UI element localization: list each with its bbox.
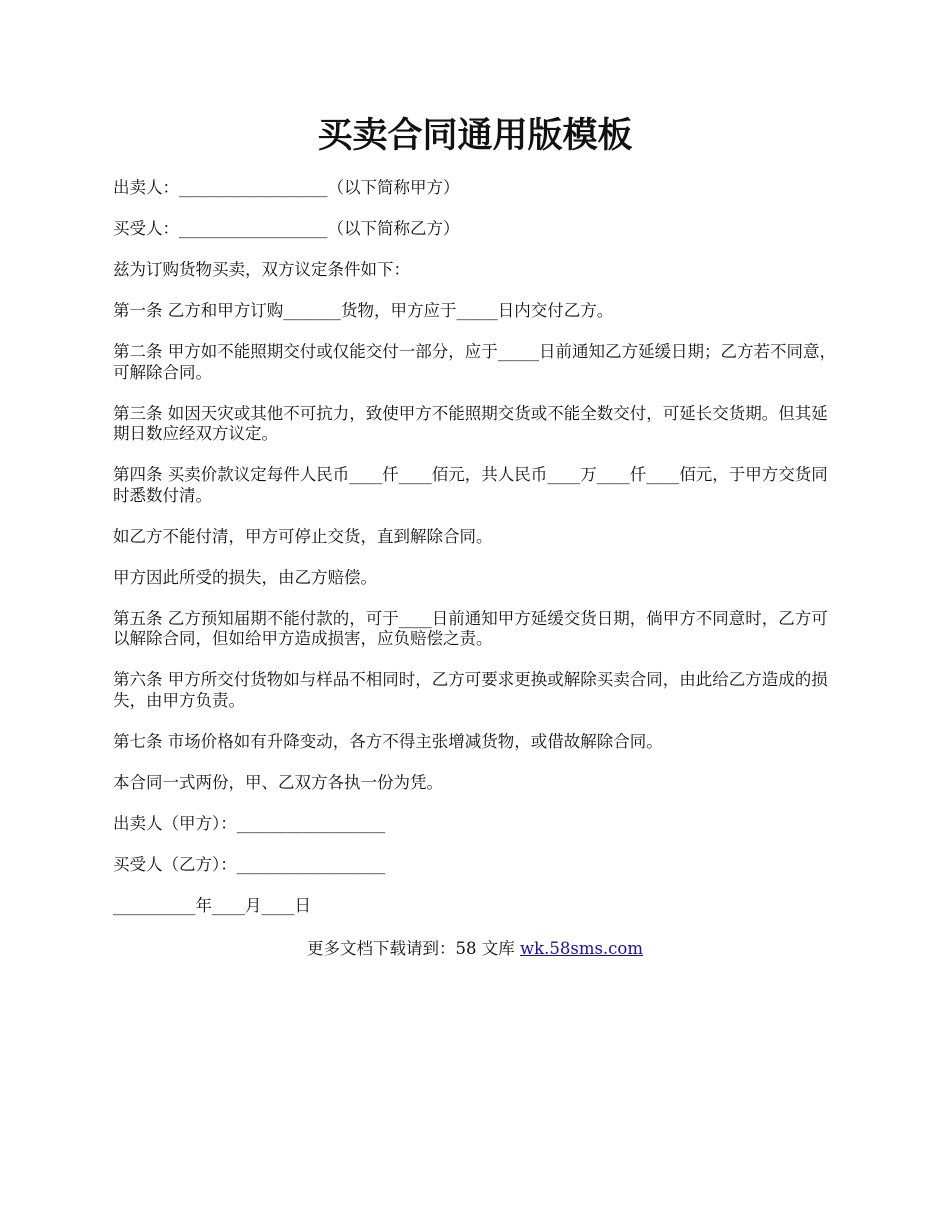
footer-prefix: 更多文档下载请到：58 文库 [306, 939, 520, 958]
seller-line: 出卖人：__________________（以下简称甲方） [113, 178, 460, 197]
footer-link[interactable]: wk.58sms.com [519, 939, 643, 958]
article-1: 第一条 乙方和甲方订购_______货物，甲方应于_____日内交付乙方。 [113, 301, 614, 320]
date-line: __________年____月____日 [113, 895, 311, 915]
buyer-line: 买受人：__________________（以下简称乙方） [113, 219, 460, 238]
preamble: 兹为订购货物买卖，双方议定条件如下： [113, 260, 410, 279]
article-6: 第六条 甲方所交付货物如与样品不相同时，乙方可要求更换或解除买卖合同，由此给乙方造成的损失，由甲方负责。 [113, 670, 828, 710]
buyer-signature-line: 买受人（乙方）：__________________ [113, 854, 386, 874]
copies-clause: 本合同一式两份，甲、乙双方各执一份为凭。 [113, 772, 443, 792]
document-title: 买卖合同通用版模板 [317, 115, 633, 156]
contract-body [113, 178, 838, 937]
article-7: 第七条 市场价格如有升降变动，各方不得主张增减货物，或借故解除合同。 [113, 731, 663, 751]
article-5: 第五条 乙方预知届期不能付款的，可于____日前通知甲方延缓交货日期，倘甲方不同意时，乙方可以解除合同，但如给甲方造成损害，应负赔偿之责。 [113, 608, 828, 648]
article-2: 第二条 甲方如不能照期交付或仅能交付一部分，应于_____日前通知乙方延缓日期；乙方若不同意，可解除合同。 [113, 342, 836, 382]
article-4-clause-b: 甲方因此所受的损失，由乙方赔偿。 [113, 567, 377, 587]
seller-signature-line: 出卖人（甲方）：__________________ [113, 813, 386, 833]
footer [0, 938, 950, 960]
article-4-clause-a: 如乙方不能付清，甲方可停止交货，直到解除合同。 [113, 526, 493, 546]
article-3: 第三条 如因天灾或其他不可抗力，致使甲方不能照期交货或不能全数交付，可延长交货期。但其延期日数应经双方议定。 [113, 403, 828, 443]
article-4: 第四条 买卖价款议定每件人民币____仟____佰元，共人民币____万____仟____佰元，于甲方交货同时悉数付清。 [113, 465, 828, 505]
